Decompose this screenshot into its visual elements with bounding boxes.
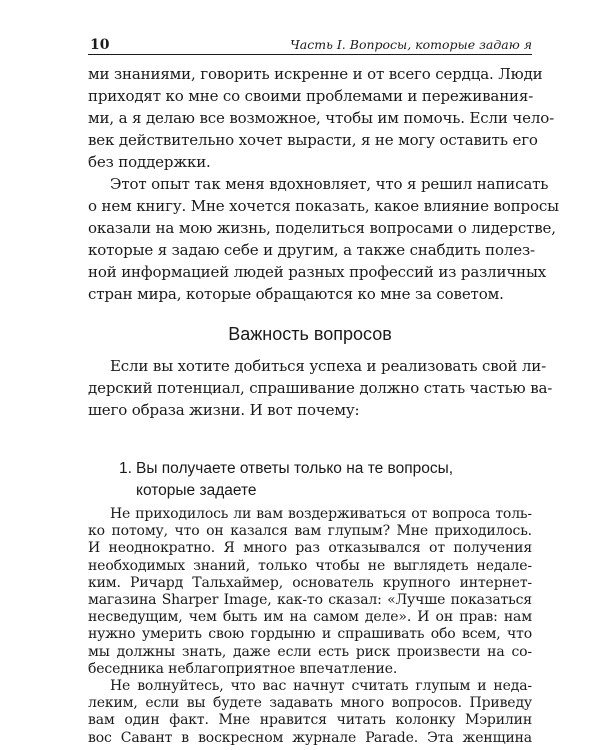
paragraph-line: ким. Ричард Тальхаймер, основатель крупного интернет- bbox=[88, 574, 532, 591]
paragraph-line: шего образа жизни. И вот почему: bbox=[88, 401, 360, 419]
section-heading: Важность вопросов bbox=[228, 324, 392, 344]
paragraph-line: Этот опыт так меня вдохновляет, что я решил написать bbox=[110, 175, 549, 193]
paragraph-line: стран мира, которые обращаются ко мне за советом. bbox=[88, 285, 504, 303]
paragraph-line: мы должны знать, даже если есть риск произвести на со- bbox=[88, 643, 532, 660]
paragraph-line: ми знаниями, говорить искренне и от всего сердца. Люди bbox=[88, 65, 543, 83]
paragraph-line: без поддержки. bbox=[88, 153, 211, 171]
subsection-number: 1. bbox=[119, 460, 132, 477]
paragraph-line: магазина Sharper Image, как-то сказал: «Лучше показаться bbox=[88, 592, 532, 608]
subsection-heading bbox=[119, 460, 454, 478]
paragraph-line: вос Савант в воскресном журнале Parade. Эта женщина bbox=[88, 729, 532, 746]
paragraph-line: Не волнуйтесь, что вас начнут считать глупым и неда- bbox=[110, 678, 532, 694]
paragraph-line: ко потому, что он казался вам глупым? Мне приходилось. bbox=[88, 523, 532, 540]
subsection-title-line: Вы получаете ответы только на те вопросы, bbox=[136, 460, 454, 477]
paragraph-line: Если вы хотите добиться успеха и реализовать свой ли- bbox=[110, 357, 547, 375]
paragraph-line: беседника неблагоприятное впечатление. bbox=[88, 660, 398, 677]
page-number: 10 bbox=[90, 37, 110, 53]
paragraph-line: ной информацией людей разных профессий из различных bbox=[88, 263, 547, 281]
paragraph-line: И неоднократно. Я много раз отказывался от получения bbox=[88, 540, 532, 557]
paragraph-line: о нем книгу. Мне хочется показать, какое влияние вопросы bbox=[88, 197, 559, 215]
paragraph-line: ми, а я делаю все возможное, чтобы им помочь. Если чело- bbox=[88, 109, 555, 127]
paragraph-line: вам один факт. Мне нравится читать колонку Мэрилин bbox=[88, 712, 532, 729]
paragraph-line: век действительно хочет вырасти, я не могу оставить его bbox=[88, 131, 538, 149]
running-header bbox=[88, 36, 532, 55]
paragraph-line: оказали на мою жизнь, поделиться вопросами о лидерстве, bbox=[88, 219, 556, 237]
paragraph-line: несведущим, чем быть им на самом деле». И он прав: нам bbox=[88, 609, 532, 626]
paragraph-line: необходимых знаний, только чтобы не выглядеть недале- bbox=[88, 557, 532, 574]
subsection-title-line: которые задаете bbox=[136, 482, 257, 499]
running-title: Часть I. Вопросы, которые задаю я bbox=[290, 37, 532, 52]
paragraph-line: приходят ко мне со своими проблемами и переживания- bbox=[88, 87, 534, 105]
paragraph-line: дерский потенциал, спрашивание должно стать частью ва- bbox=[88, 379, 553, 397]
paragraph-line: Не приходилось ли вам воздерживаться от вопроса толь- bbox=[110, 506, 532, 522]
paragraph-line: нужно умерить свою гордыню и спрашивать обо всем, что bbox=[88, 626, 532, 643]
paragraph-line: которые я задаю себе и другим, а также снабдить полез- bbox=[88, 241, 535, 259]
paragraph-line: леким, если вы будете задавать много вопросов. Приведу bbox=[88, 695, 532, 712]
